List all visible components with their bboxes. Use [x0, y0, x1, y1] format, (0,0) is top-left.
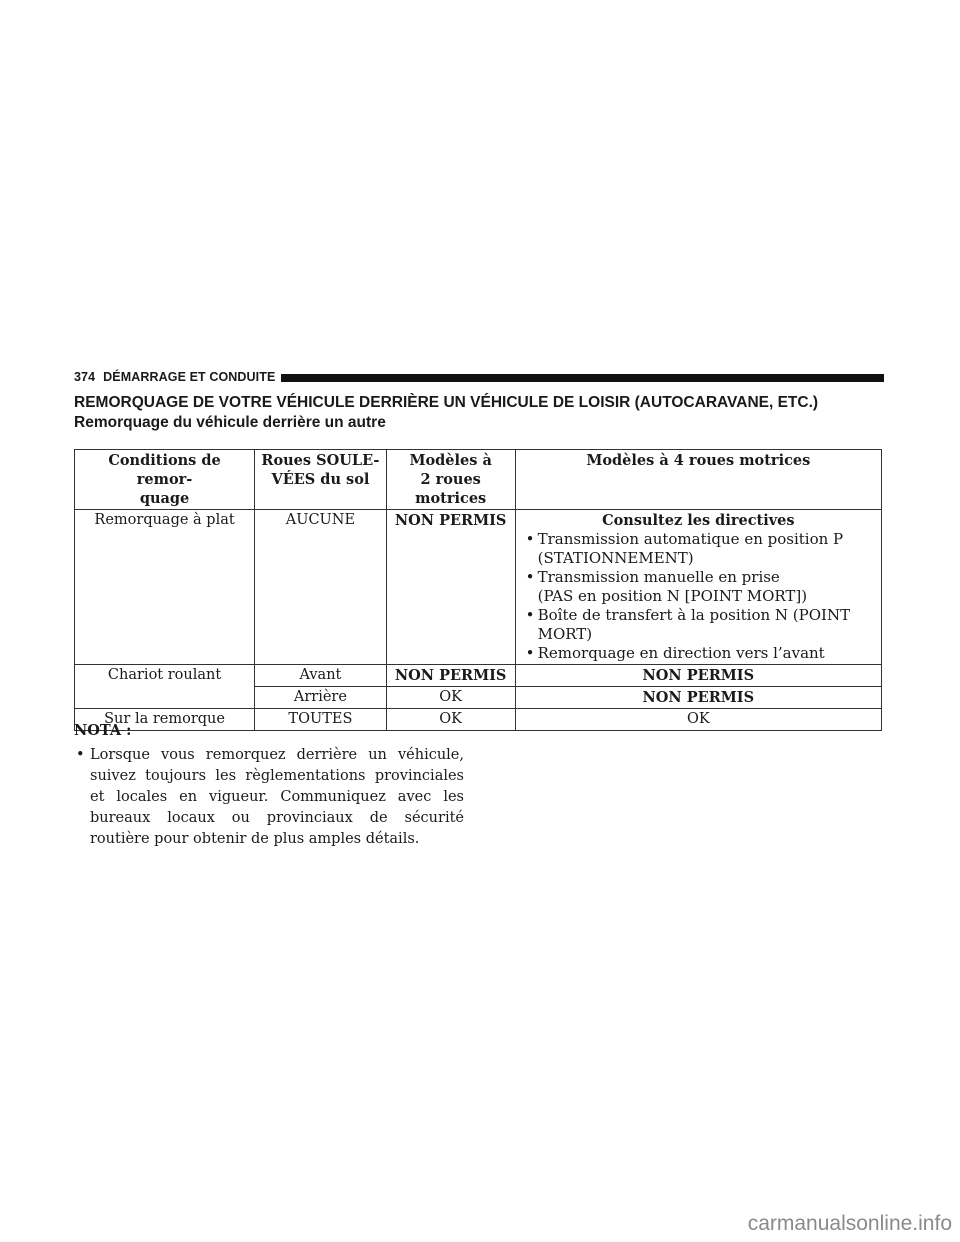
cell-4wd: NON PERMIS [515, 687, 881, 709]
directives-title: Consultez les directives [602, 512, 795, 529]
directive-item1-line1: Transmission automatique en position P [537, 530, 844, 548]
cell-condition: Chariot roulant [75, 665, 255, 709]
table-row-trailer [75, 709, 882, 731]
header-wheels-line2: VÉES du sol [271, 471, 370, 488]
header-wheels [255, 450, 387, 510]
towing-table [74, 449, 882, 731]
directive-item [520, 568, 877, 606]
page-header [74, 367, 884, 387]
table-row-dolly-front [75, 665, 882, 687]
header-2wd-line2: 2 roues [420, 471, 481, 488]
directive-item4: Remorquage en direction vers l’avant [537, 644, 825, 662]
header-rule [281, 374, 884, 382]
section-name: DÉMARRAGE ET CONDUITE [103, 370, 276, 384]
sub-title: Remorquage du véhicule derrière un autre [74, 414, 386, 431]
header-2wd [386, 450, 515, 510]
cell-2wd: OK [386, 687, 515, 709]
directive-item [520, 530, 877, 568]
note-text: Lorsque vous remorquez derrière un véhicule, suivez toujours les règlementations provinciales et locales en vigueur. Communiquez avec les bureaux locaux ou provinciaux de sécurité routière pour obtenir de plus amples détails. [90, 747, 464, 847]
page-number: 374 [74, 370, 96, 384]
directive-item3: Boîte de transfert à la position N (POINT MORT) [537, 606, 851, 643]
directives-list [520, 530, 877, 663]
cell-2wd: NON PERMIS [386, 510, 515, 665]
header-4wd [515, 450, 881, 510]
header-4wd-label: Modèles à 4 roues motrices [586, 452, 811, 469]
cell-wheels: Avant [255, 665, 387, 687]
main-title: REMORQUAGE DE VOTRE VÉHICULE DERRIÈRE UN VÉHICULE DE LOISIR (AUTOCARAVANE, ETC.) [74, 394, 819, 411]
header-2wd-line1: Modèles à [409, 452, 492, 469]
table-row-flat-tow [75, 510, 882, 665]
cell-2wd: OK [386, 709, 515, 731]
header-conditions [75, 450, 255, 510]
note-label: NOTA : [74, 722, 132, 739]
cell-wheels: AUCUNE [255, 510, 387, 665]
cell-condition: Remorquage à plat [75, 510, 255, 665]
directive-item [520, 606, 877, 644]
table-header-row [75, 450, 882, 510]
directive-item2-line2: (PAS en position N [POINT MORT]) [537, 587, 808, 605]
cell-condition: Sur la remorque [75, 709, 255, 731]
cell-4wd: NON PERMIS [515, 665, 881, 687]
bullet-icon: • [525, 530, 535, 548]
bullet-icon: • [525, 606, 535, 624]
bullet-icon: • [76, 747, 85, 763]
watermark-text: carmanualsonline.info [747, 1212, 952, 1235]
note-paragraph [74, 745, 464, 850]
bullet-icon: • [525, 644, 535, 662]
header-2wd-line3: motrices [415, 490, 487, 507]
header-conditions-line2: quage [139, 490, 190, 507]
cell-wheels: TOUTES [255, 709, 387, 731]
cell-4wd-directives [515, 510, 881, 665]
header-wheels-line1: Roues SOULE- [261, 452, 380, 469]
directive-item2-line1: Transmission manuelle en prise [537, 568, 780, 586]
bullet-icon: • [525, 568, 535, 586]
cell-2wd: NON PERMIS [386, 665, 515, 687]
directive-item1-line2: (STATIONNEMENT) [537, 549, 694, 567]
header-conditions-line1: Conditions de remor- [108, 452, 221, 488]
directive-item [520, 644, 877, 663]
cell-4wd: OK [515, 709, 881, 731]
cell-wheels: Arrière [255, 687, 387, 709]
